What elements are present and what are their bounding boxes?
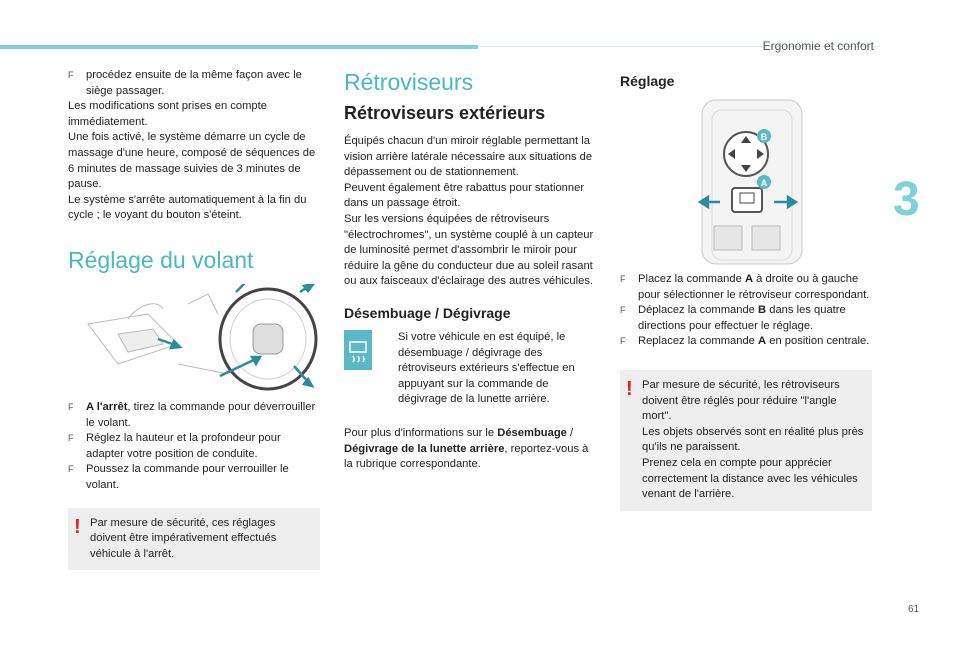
list-item: F Réglez la hauteur et la profondeur pour adapter votre position de conduite. — [68, 432, 281, 460]
bullet-icon: F — [68, 70, 74, 80]
paragraph: Peuvent également être rabattus pour stationner dans un passage étroit. — [344, 181, 585, 210]
paragraph: Sur les versions équipées de rétroviseurs "électrochromes", un système couplé à un capteur de luminosité permet d'assombrir le miroir pour réduire la gêne du conducteur due au soleil rasant ou aux faisceaux d'éclairage des autres véhicules. — [344, 212, 594, 288]
bullet-icon: F — [620, 274, 626, 284]
bullet-icon: F — [68, 401, 74, 412]
heading-adjustment: Réglage — [620, 73, 675, 89]
bullet-icon: F — [620, 336, 626, 347]
heading-steering-wheel: Réglage du volant — [68, 246, 254, 273]
subheading-exterior-mirrors: Rétroviseurs extérieurs — [344, 103, 546, 123]
warning-icon: ! — [74, 515, 81, 538]
list-item: F A l'arrêt, tirez la commande pour déverrouiller le volant. — [68, 400, 316, 429]
page-number: 61 — [908, 604, 920, 615]
bullet-icon: F — [68, 433, 74, 444]
warning-box: ! Par mesure de sécurité, les rétroviseurs doivent être réglés pour réduire "l'angle mort". Les objets observés sont en réalité plus près qu'ils ne paraissent. Prenez cela en compte pour apprécier correctement la distance avec les véhicules venant de l'arrière. — [620, 370, 872, 511]
defog-description: Si votre véhicule en est équipé, le désembuage / dégivrage des rétroviseurs extérieurs s'effectue en appuyant sur la commande de dégivrage de la lunette arrière. — [398, 330, 575, 406]
column-left — [68, 68, 320, 570]
bullet-icon: F — [68, 464, 74, 475]
label-b: B — [760, 132, 768, 142]
heading-mirrors: Rétroviseurs — [344, 69, 474, 95]
section-title: Ergonomie et confort — [762, 39, 874, 53]
paragraph: Les modifications sont prises en compte immédiatement. — [68, 100, 267, 128]
list-item: F Placez la commande A à droite ou à gauche pour sélectionner le rétroviseur correspondant. — [620, 273, 870, 301]
warning-box: ! Par mesure de sécurité, ces réglages doivent être impérativement effectués véhicule à l'arrêt. — [68, 508, 320, 571]
cross-reference: Pour plus d'informations sur le Désembuage / Dégivrage de la lunette arrière, reportez-vous à la rubrique correspondante. — [344, 426, 589, 471]
rear-defrost-icon — [344, 330, 372, 370]
chapter-number: 3 — [893, 173, 920, 226]
paragraph: Une fois activé, le système démarre un cycle de massage d'une heure, composé de séquences de 6 minutes de massage suivies de 3 minutes de pause. — [68, 131, 316, 191]
heading-defog: Désembuage / Dégivrage — [344, 304, 511, 321]
label-a: A — [760, 178, 768, 188]
list-item: F Déplacez la commande B dans les quatre directions pour effectuer le réglage. — [620, 304, 846, 332]
bullet-icon: F — [620, 305, 626, 316]
paragraph: Le système s'arrête automatiquement à la fin du cycle ; le voyant du bouton s'éteint. — [68, 193, 307, 222]
column-right — [620, 68, 872, 511]
list-item: F Poussez la commande pour verrouiller le volant. — [68, 463, 289, 491]
list-item: F Replacez la commande A en position centrale. — [620, 334, 872, 350]
steering-wheel-illustration — [68, 284, 320, 392]
warning-icon: ! — [626, 377, 633, 400]
mirror-control-illustration — [620, 96, 872, 268]
column-middle — [344, 68, 596, 473]
list-item: F procédez ensuite de la même façon avec le siège passager. — [68, 69, 302, 97]
header-accent-bar — [0, 45, 478, 49]
paragraph: Équipés chacun d'un miroir réglable permettant la vision arrière latérale nécessaire aux situations de dépassement ou de stationnement. — [344, 135, 593, 179]
